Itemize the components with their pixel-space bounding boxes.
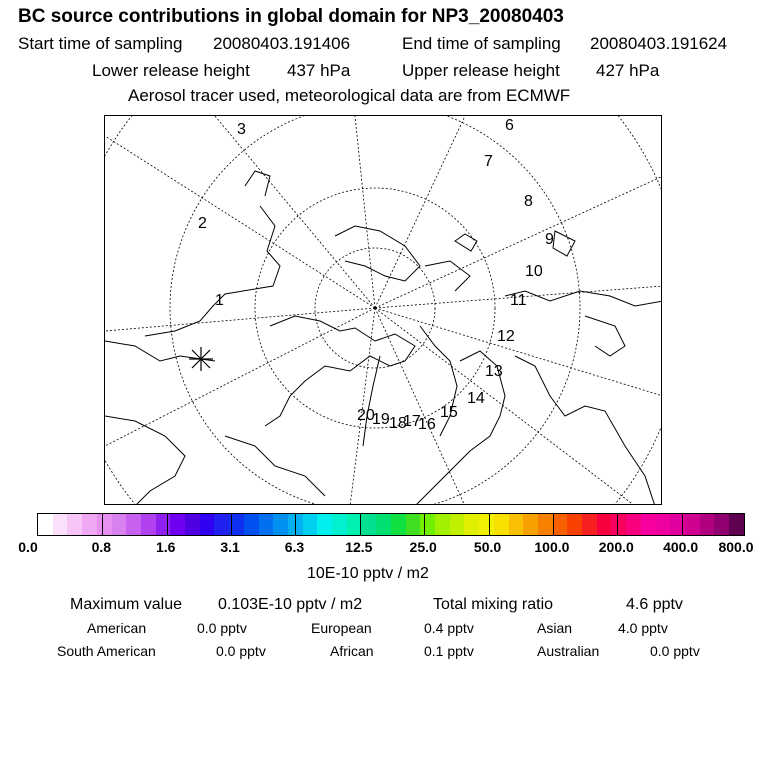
- trajectory-label: 10: [525, 263, 543, 280]
- colorbar-cell: [479, 514, 494, 535]
- coastlines: [105, 171, 662, 505]
- lower-height-value: 437 hPa: [287, 61, 351, 80]
- trajectory-label: 18: [389, 415, 407, 432]
- colorbar-tick-label: 0.0: [18, 539, 38, 555]
- meridian-line: [375, 116, 465, 308]
- coastline: [335, 226, 420, 281]
- colorbar-tick-label: 100.0: [534, 539, 570, 555]
- colorbar-tick-label: 12.5: [345, 539, 373, 555]
- colorbar-cell: [67, 514, 82, 535]
- colorbar-cell: [538, 514, 553, 535]
- colorbar-cell: [259, 514, 274, 535]
- source-value: 0.0 pptv: [216, 643, 266, 659]
- trajectory-label: 9: [545, 231, 554, 248]
- trajectory-label: 12: [497, 328, 515, 345]
- colorbar-cell: [38, 514, 53, 535]
- colorbar-tick: [489, 514, 490, 535]
- total-mixing-value: 4.6 pptv: [626, 596, 683, 613]
- source-value: 0.0 pptv: [650, 643, 700, 659]
- meridian-line: [105, 308, 375, 331]
- source-value: 4.0 pptv: [618, 620, 668, 636]
- trajectory-label: 3: [237, 121, 246, 138]
- colorbar-tick: [295, 514, 296, 535]
- colorbar-cell: [141, 514, 156, 535]
- colorbar-cell: [435, 514, 450, 535]
- meridian-line: [355, 116, 375, 308]
- colorbar-cell: [156, 514, 171, 535]
- colorbar-cell: [303, 514, 318, 535]
- coastline: [245, 171, 270, 196]
- colorbar-cell: [597, 514, 612, 535]
- colorbar-cell: [273, 514, 288, 535]
- colorbar-cell: [82, 514, 97, 535]
- colorbar-cell: [200, 514, 215, 535]
- source-name: Australian: [537, 643, 600, 659]
- end-time-value: 20080403.191624: [590, 34, 728, 53]
- trajectory-label: 15: [440, 404, 458, 421]
- source-name: Asian: [537, 620, 573, 636]
- colorbar-cell: [714, 514, 729, 535]
- colorbar-tick: [553, 514, 554, 535]
- end-time-label: End time of sampling: [402, 34, 561, 53]
- colorbar-tick: [167, 514, 168, 535]
- source-name: South American: [57, 643, 156, 659]
- max-value: 0.103E-10 pptv / m2: [218, 596, 363, 613]
- coastline: [145, 206, 280, 336]
- island: [455, 234, 477, 251]
- colorbar-tick-label: 50.0: [473, 539, 502, 555]
- start-time-value: 20080403.191406: [213, 34, 351, 53]
- trajectory-label: 7: [484, 153, 493, 170]
- meridian-line: [375, 308, 662, 396]
- trajectory-labels: [198, 117, 554, 433]
- colorbar-cell: [700, 514, 715, 535]
- trajectory-label: 17: [403, 413, 421, 430]
- colorbar-cell: [494, 514, 509, 535]
- coastline: [105, 416, 185, 505]
- colorbar-cell: [685, 514, 700, 535]
- colorbar-cell: [170, 514, 185, 535]
- coastline: [105, 341, 215, 361]
- coastline: [505, 291, 662, 306]
- colorbar-cell: [97, 514, 112, 535]
- release-marker-icon: [189, 347, 213, 371]
- colorbar-cell: [185, 514, 200, 535]
- trajectory-label: 8: [524, 193, 533, 210]
- colorbar-cell: [567, 514, 582, 535]
- upper-height-value: 427 hPa: [596, 61, 660, 80]
- trajectory-label: 19: [372, 411, 390, 428]
- trajectory-label: 6: [505, 117, 514, 134]
- colorbar-unit: 10E-10 pptv / m2: [307, 565, 429, 582]
- graticule: [105, 116, 662, 505]
- colorbar-tick-label: 200.0: [598, 539, 634, 555]
- meridian-line: [215, 116, 375, 308]
- colorbar-cell: [450, 514, 465, 535]
- colorbar-cell: [376, 514, 391, 535]
- coastline: [515, 356, 655, 505]
- source-value: 0.0 pptv: [197, 620, 247, 636]
- colorbar-cell: [244, 514, 259, 535]
- colorbar-cell: [361, 514, 376, 535]
- source-value: 0.1 pptv: [424, 643, 474, 659]
- colorbar-cell: [626, 514, 641, 535]
- coastline: [425, 261, 470, 291]
- trajectory-label: 2: [198, 215, 207, 232]
- colorbar-cell: [641, 514, 656, 535]
- coastline: [585, 316, 625, 356]
- page-title: BC source contributions in global domain for NP3_20080403: [18, 6, 564, 27]
- source-name: African: [330, 643, 374, 659]
- colorbar-cell: [214, 514, 229, 535]
- upper-height-label: Upper release height: [402, 61, 560, 80]
- colorbar-cell: [112, 514, 127, 535]
- colorbar-cell: [391, 514, 406, 535]
- source-value: 0.4 pptv: [424, 620, 474, 636]
- colorbar-tick: [424, 514, 425, 535]
- colorbar-cell: [523, 514, 538, 535]
- colorbar-tick: [360, 514, 361, 535]
- trajectory-label: 16: [418, 416, 436, 433]
- colorbar-cell: [332, 514, 347, 535]
- colorbar-cell: [464, 514, 479, 535]
- max-value-label: Maximum value: [70, 596, 183, 613]
- coastline: [363, 356, 380, 446]
- colorbar-tick: [617, 514, 618, 535]
- trajectory-label: 1: [215, 292, 224, 309]
- colorbar-cell: [406, 514, 421, 535]
- polar-map: [104, 115, 662, 505]
- map-svg: [105, 116, 662, 505]
- colorbar-cell: [670, 514, 685, 535]
- colorbar-cell: [582, 514, 597, 535]
- colorbar-cell: [729, 514, 744, 535]
- source-name: European: [311, 620, 372, 636]
- trajectory-label: 13: [485, 363, 503, 380]
- colorbar-tick-label: 3.1: [220, 539, 240, 555]
- colorbar-cell: [420, 514, 435, 535]
- island: [553, 231, 575, 256]
- source-name: American: [87, 620, 147, 636]
- trajectory-label: 14: [467, 390, 485, 407]
- colorbar-tick-label: 400.0: [663, 539, 699, 555]
- colorbar-cell: [509, 514, 524, 535]
- colorbar-cell: [126, 514, 141, 535]
- colorbar-cell: [53, 514, 68, 535]
- colorbar-tick-label: 25.0: [409, 539, 437, 555]
- colorbar-tick: [231, 514, 232, 535]
- colorbar: [37, 513, 745, 536]
- colorbar-tick-label: 800.0: [718, 539, 754, 555]
- info-line: Aerosol tracer used, meteorological data are from ECMWF: [128, 86, 571, 105]
- colorbar-cell: [553, 514, 568, 535]
- colorbar-tick: [682, 514, 683, 535]
- colorbar-tick-label: 0.8: [91, 539, 112, 555]
- trajectory-label: 20: [357, 407, 375, 424]
- coastline: [265, 316, 415, 426]
- lower-height-label: Lower release height: [92, 61, 250, 80]
- start-time-label: Start time of sampling: [18, 34, 183, 53]
- meridian-line: [105, 136, 375, 308]
- coastline: [225, 436, 325, 496]
- total-mixing-label: Total mixing ratio: [433, 596, 554, 613]
- colorbar-cell: [656, 514, 671, 535]
- colorbar-cell: [317, 514, 332, 535]
- colorbar-tick-label: 6.3: [284, 539, 305, 555]
- colorbar-tick: [102, 514, 103, 535]
- latitude-circle: [170, 116, 580, 505]
- colorbar-cell: [611, 514, 626, 535]
- trajectory-label: 11: [510, 292, 527, 309]
- colorbar-tick-label: 1.6: [155, 539, 176, 555]
